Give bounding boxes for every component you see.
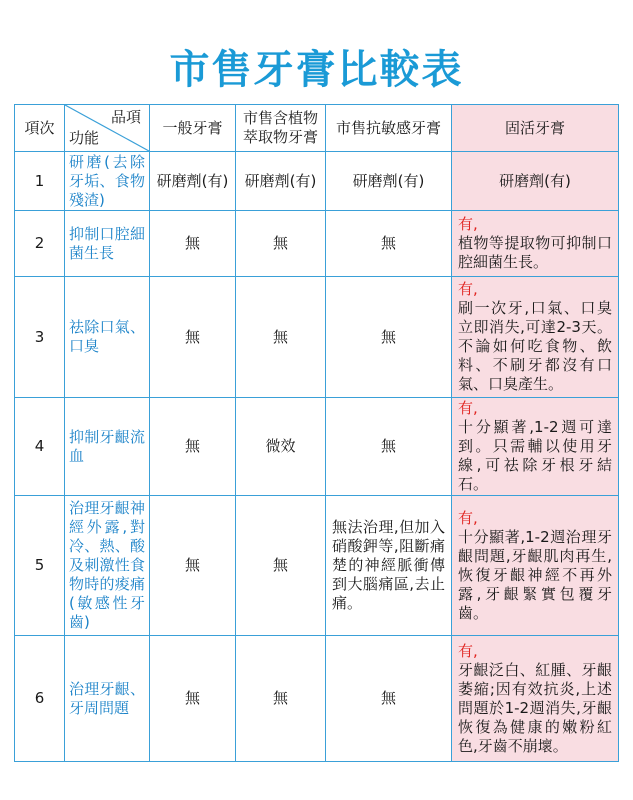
- row-col3: 無: [326, 211, 452, 277]
- row-index: 2: [15, 211, 65, 277]
- row-col2: 無: [236, 277, 326, 398]
- header-col1: 一般牙膏: [150, 105, 236, 152]
- table-row: [15, 398, 619, 496]
- row-col4-text: 研磨劑(有): [499, 171, 571, 190]
- row-function: 治理牙齦、牙周問題: [65, 636, 150, 762]
- table-row: [15, 277, 619, 398]
- row-col2: 無: [236, 496, 326, 636]
- row-col4-text: 牙齦泛白、紅腫、牙齦萎縮;因有效抗炎,上述問題於1-2週消失,牙齦恢復為健康的嫩粉紅色,牙齒不崩壞。: [458, 660, 612, 755]
- row-col4-text: 十分顯著,1-2週治理牙齦問題,牙齦肌肉再生,恢復牙齦神經不再外露,牙齦緊實包覆牙齒。: [458, 527, 612, 622]
- row-col4-flag: 有,: [458, 508, 478, 527]
- table-row: [15, 636, 619, 762]
- row-col1: 研磨劑(有): [150, 152, 236, 211]
- row-col2: 無: [236, 636, 326, 762]
- row-col3: 無法治理,但加入硝酸鉀等,阻斷痛楚的神經脈衝傳到大腦痛區,去止痛。: [326, 496, 452, 636]
- header-col2: 市售含植物萃取物牙膏: [236, 105, 326, 152]
- row-col4: [452, 152, 619, 211]
- row-col1: 無: [150, 277, 236, 398]
- row-function: 治理牙齦神經外露,對冷、熱、酸及刺激性食物時的痠痛(敏感性牙齒): [65, 496, 150, 636]
- row-index: 1: [15, 152, 65, 211]
- table-row: [15, 496, 619, 636]
- row-col1: 無: [150, 636, 236, 762]
- header-function-label: 功能: [69, 129, 100, 147]
- header-item-label: 品項: [110, 108, 141, 126]
- row-col4-flag: 有,: [458, 641, 478, 660]
- row-col3: 無: [326, 398, 452, 496]
- header-col4: 固活牙膏: [452, 105, 619, 152]
- row-function: 抑制口腔細菌生長: [65, 211, 150, 277]
- table-row: [15, 211, 619, 277]
- row-col4-text: 植物等提取物可抑制口腔細菌生長。: [458, 234, 612, 271]
- row-col4: [452, 636, 619, 762]
- row-col1: 無: [150, 496, 236, 636]
- row-col4-text: 刷一次牙,口氣、口臭立即消失,可達2-3天。不論如何吃食物、飲料、不刷牙都沒有口氣、口臭產生。: [458, 299, 612, 393]
- row-col3: 無: [326, 636, 452, 762]
- row-index: 3: [15, 277, 65, 398]
- comparison-table: [14, 104, 619, 762]
- row-index: 6: [15, 636, 65, 762]
- row-col2: 微效: [236, 398, 326, 496]
- row-col2: 無: [236, 211, 326, 277]
- row-col4-flag: 有,: [458, 215, 478, 233]
- header-diagonal-cell: [65, 105, 150, 152]
- table-row: [15, 152, 619, 211]
- row-function: 研磨(去除牙垢、食物殘渣): [65, 152, 150, 211]
- row-index: 5: [15, 496, 65, 636]
- row-col1: 無: [150, 398, 236, 496]
- row-col4-flag: 有,: [458, 399, 478, 417]
- row-col4-flag: 有,: [458, 280, 478, 298]
- row-col4-text: 十分顯著,1-2週可達到。只需輔以使用牙線,可祛除牙根牙結石。: [458, 418, 612, 493]
- row-col4: [452, 277, 619, 398]
- row-col3: 無: [326, 277, 452, 398]
- row-col3: 研磨劑(有): [326, 152, 452, 211]
- header-index: 項次: [15, 105, 65, 152]
- table-header-row: [15, 105, 619, 152]
- row-col1: 無: [150, 211, 236, 277]
- row-function: 祛除口氣、口臭: [65, 277, 150, 398]
- row-function: 抑制牙齦流血: [65, 398, 150, 496]
- header-col3: 市售抗敏感牙膏: [326, 105, 452, 152]
- page-title: 市售牙膏比較表: [169, 47, 464, 93]
- row-col4: [452, 496, 619, 636]
- row-col4: [452, 211, 619, 277]
- row-index: 4: [15, 398, 65, 496]
- row-col4: [452, 398, 619, 496]
- row-col2: 研磨劑(有): [236, 152, 326, 211]
